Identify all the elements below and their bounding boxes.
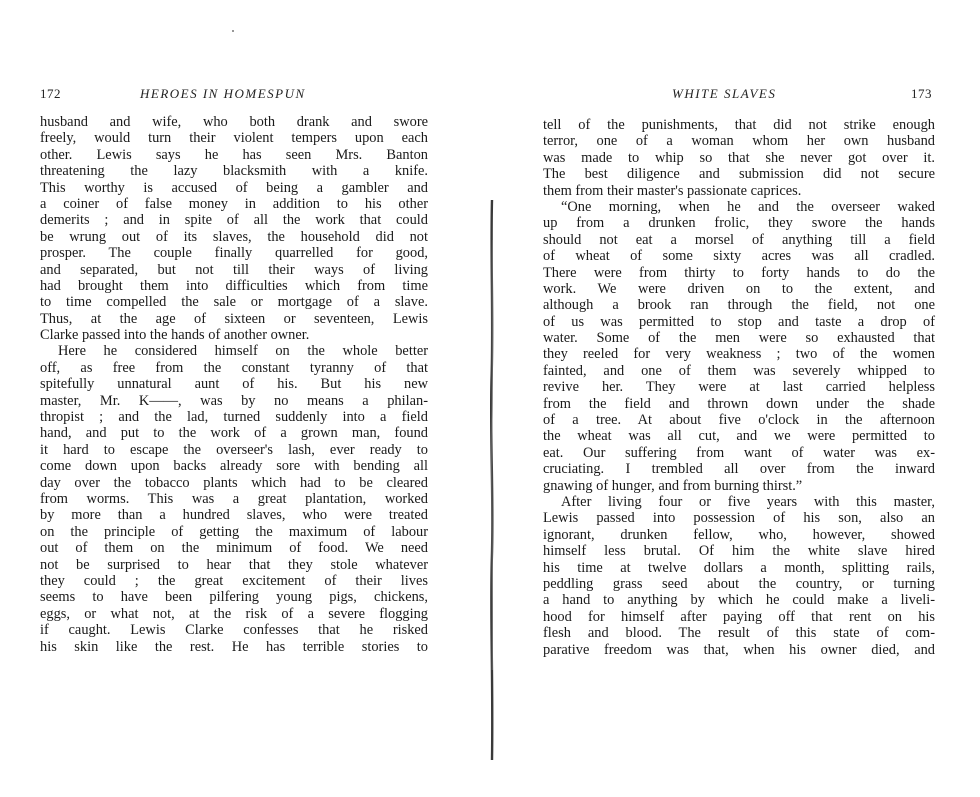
text-line: if caught. Lewis Clarke confesses that he risked — [40, 622, 428, 639]
text-line: flesh and blood. The result of this state of com- — [543, 625, 935, 642]
text-line: hand, and put to the work of a grown man, found — [40, 425, 428, 442]
text-line: freely, would turn their violent tempers upon each — [40, 130, 428, 147]
text-line: seems to have been pilfering young pigs, chickens, — [40, 589, 428, 606]
text-line: ignorant, drunken fellow, who, however, showed — [543, 526, 935, 543]
text-line: hood for himself after paying off that rent on his — [543, 608, 935, 625]
text-line: his time at twelve dollars a month, splitting rails, — [543, 559, 935, 576]
text-line: Here he considered himself on the whole better — [58, 343, 428, 360]
text-line: Lewis passed into possession of his son, also an — [543, 510, 935, 527]
text-line: This worthy is accused of being a gambler and — [40, 179, 428, 196]
text-line: a coiner of false money in addition to his other — [40, 195, 428, 212]
text-line: was made to whip so that she never got over it. — [543, 149, 935, 166]
text-line: other. Lewis says he has seen Mrs. Banton — [40, 146, 428, 163]
text-line: work. We were driven on to the extent, and — [543, 280, 935, 297]
text-line: his skin like the rest. He has terrible stories to — [40, 638, 428, 655]
text-line: husband and wife, who both drank and swore — [40, 114, 428, 130]
text-line: prosper. The couple finally quarrelled for good, — [40, 245, 428, 262]
text-line: peddling grass seed about the country, or turning — [543, 575, 935, 592]
text-line: eggs, or what not, at the risk of a severe flogging — [40, 605, 428, 622]
text-line: of us was permitted to stop and taste a drop of — [543, 313, 935, 330]
right-page — [500, 0, 980, 797]
text-line: come down upon backs already sore with bending all — [40, 458, 428, 475]
text-line: spitefully unnatural aunt of his. But his new — [40, 376, 428, 393]
right-page-number: 173 — [911, 86, 932, 101]
text-line: fainted, and one of them was severely whipped to — [543, 362, 935, 379]
text-line: from the field and thrown down under the shade — [543, 395, 935, 412]
text-line: although a brook ran through the field, not one — [543, 297, 935, 314]
text-line: of a tree. At about five o'clock in the afternoon — [543, 412, 935, 429]
left-body-text — [40, 114, 428, 655]
text-line: gnawing of hunger, and from burning thirst.” — [543, 477, 803, 494]
text-line: be wrung out of its slaves, the household did not — [40, 228, 428, 245]
text-line: thropist ; and the lad, turned suddenly into a field — [40, 409, 428, 426]
text-line: on the principle of getting the maximum of labour — [40, 523, 428, 540]
left-running-title: HEROES IN HOMESPUN — [140, 86, 306, 101]
text-line: “One morning, when he and the overseer waked — [561, 198, 935, 215]
text-line: terror, one of a woman whom her own husband — [543, 133, 935, 150]
text-line: they reeled for very weakness ; two of the women — [543, 346, 935, 363]
text-line: a hand to anything by which he could make a liveli- — [543, 592, 935, 609]
left-page-number: 172 — [40, 86, 61, 101]
text-line: There were from thirty to forty hands to do the — [543, 264, 935, 281]
text-line: out of them on the minimum of food. We need — [40, 540, 428, 557]
text-line: master, Mr. K——, was by no means a philan- — [40, 392, 428, 409]
text-line: from worms. This was a great plantation, worked — [40, 490, 428, 507]
text-line: them from their master's passionate caprices. — [543, 182, 802, 199]
text-line: should not eat a morsel of anything till a field — [543, 231, 935, 248]
text-line: tell of the punishments, that did not strike enough — [543, 117, 935, 133]
left-page — [0, 0, 470, 797]
text-line: revive her. They were at last carried helpless — [543, 379, 935, 396]
text-line: had brought them into difficulties which from time — [40, 277, 428, 294]
text-line: demerits ; and in spite of all the work that could — [40, 212, 428, 229]
text-line: the wheat was all cut, and we were permitted to — [543, 428, 935, 445]
text-line: and separated, but not till their ways of living — [40, 261, 428, 278]
text-line: Thus, at the age of sixteen or seventeen, Lewis — [40, 310, 428, 327]
text-line: day over the tobacco plants which had to be cleared — [40, 474, 428, 491]
text-line: by more than a hundred slaves, who were treated — [40, 507, 428, 524]
text-line: they could ; the great excitement of their lives — [40, 572, 428, 589]
text-line: up from a drunken frolic, they swore the hands — [543, 215, 935, 232]
text-line: After living four or five years with this master, — [561, 493, 935, 510]
text-line: himself less brutal. Of him the white slave hired — [543, 543, 935, 560]
text-line: water. Some of the men were so exhausted that — [543, 330, 935, 347]
text-line: to time compelled the sale or mortgage of a slave. — [40, 294, 428, 311]
text-line: off, as free from the constant tyranny of that — [40, 359, 428, 376]
text-line: Clarke passed into the hands of another owner. — [40, 327, 310, 344]
text-line: it hard to escape the overseer's lash, ever ready to — [40, 441, 428, 458]
right-running-title: WHITE SLAVES — [672, 86, 777, 101]
text-line: parative freedom was that, when his owner died, and — [543, 641, 935, 658]
text-line: eat. Our suffering from want of water was ex- — [543, 444, 935, 461]
book-gutter-shadow — [489, 200, 495, 760]
text-line: not be surprised to hear that they stole whatever — [40, 556, 428, 573]
text-line: of wheat of some sixty acres was all cradled. — [543, 248, 935, 265]
text-line: The best diligence and submission did not secure — [543, 166, 935, 183]
text-line: cruciating. I trembled all over from the inward — [543, 461, 935, 478]
text-line: threatening the lazy blacksmith with a knife. — [40, 163, 428, 180]
right-body-text — [543, 117, 935, 658]
